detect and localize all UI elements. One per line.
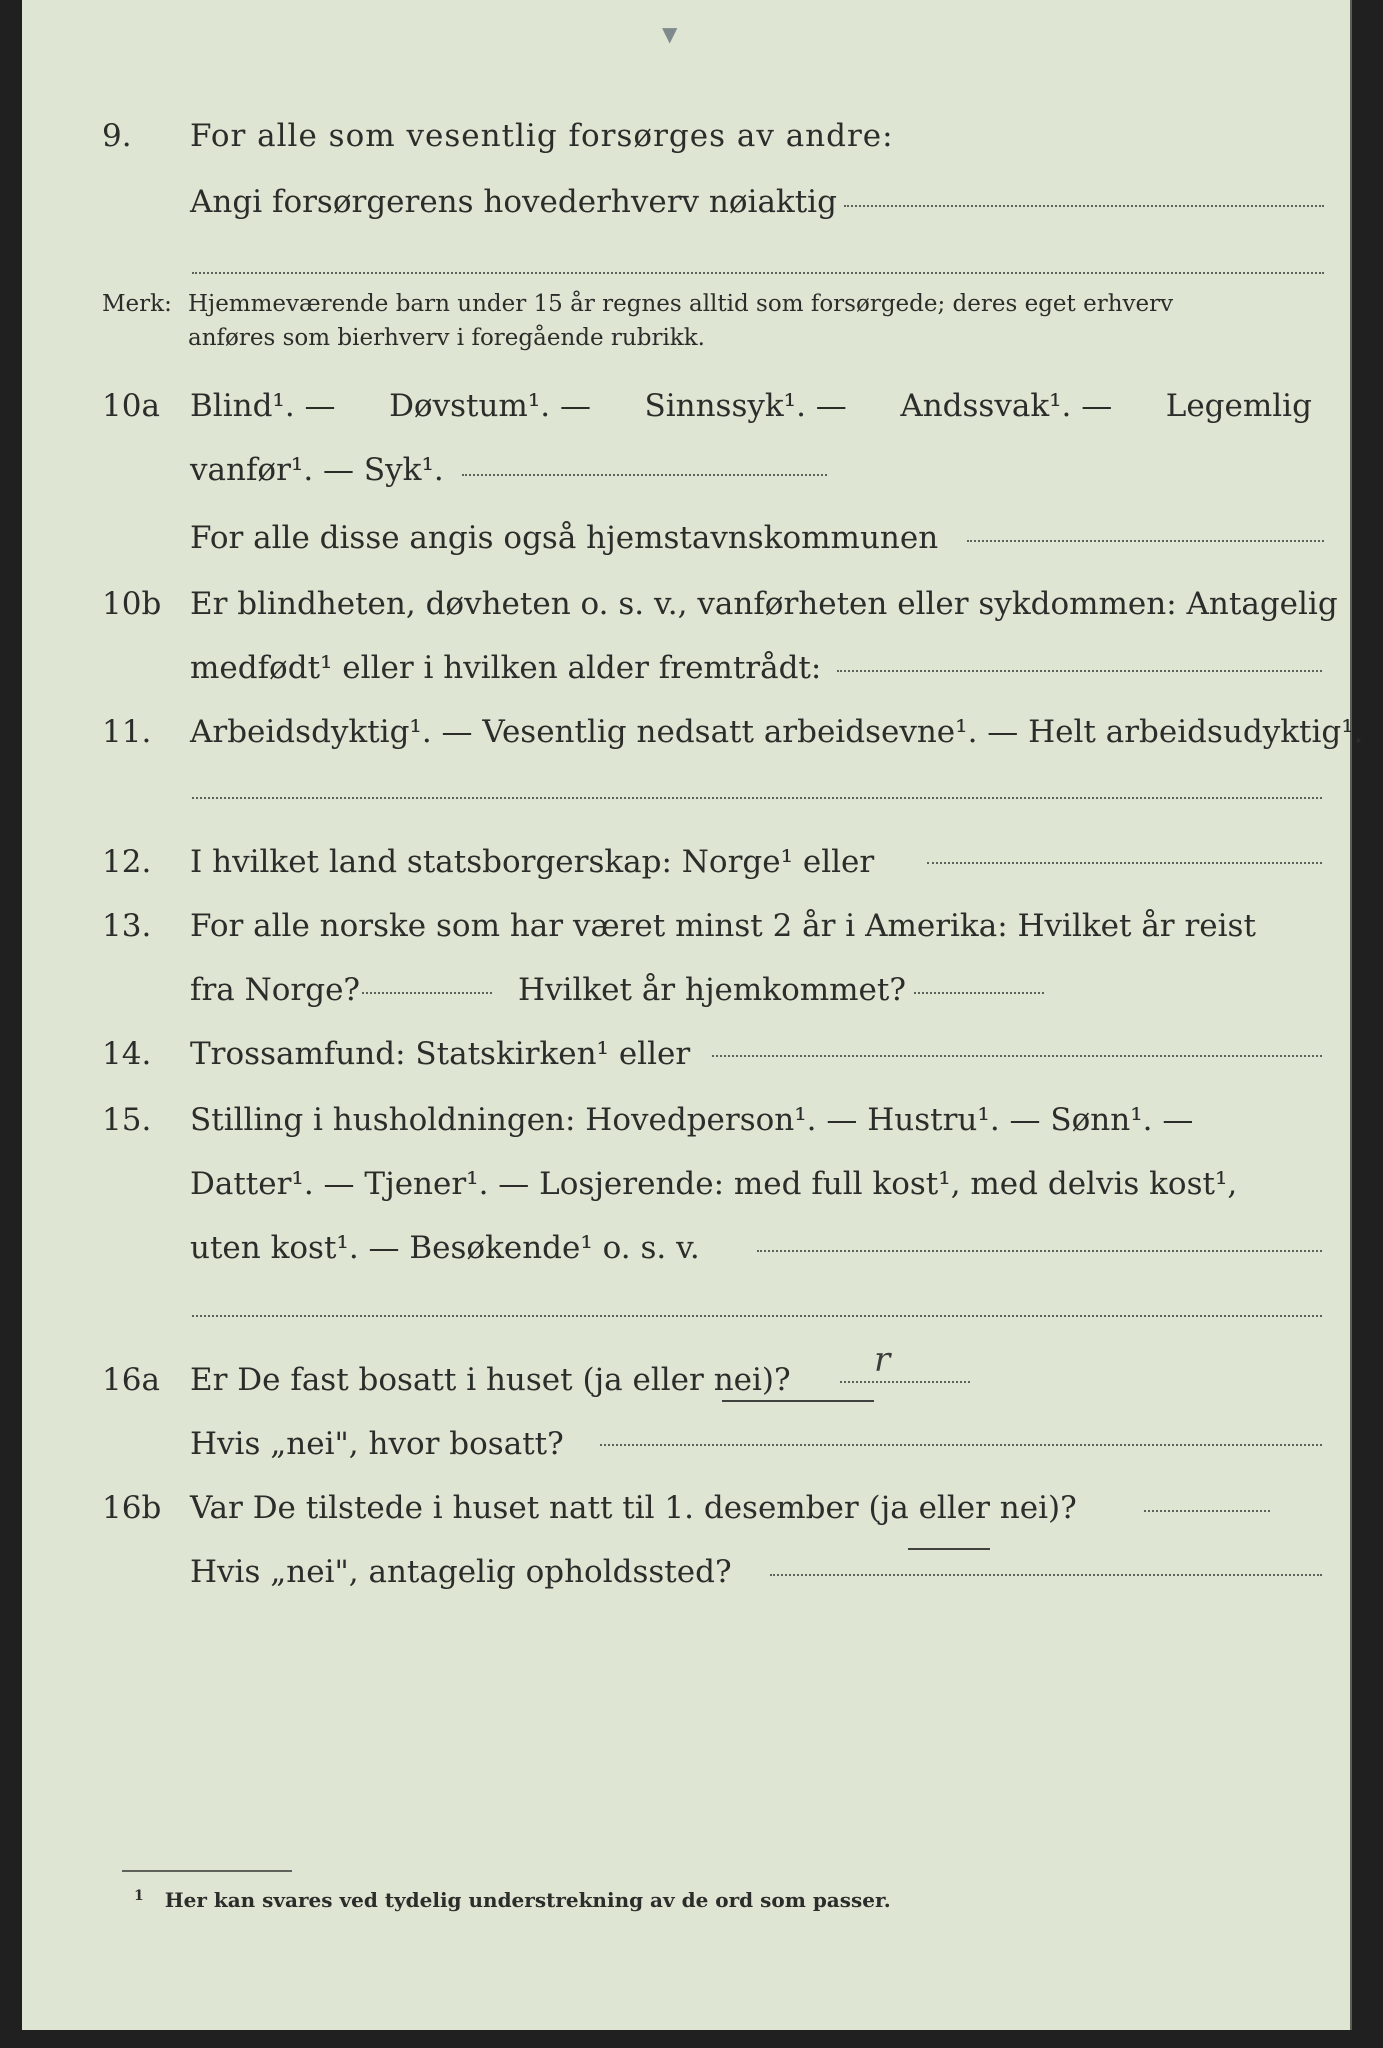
question-text: For alle disse angis også hjemstavnskommunen [190,520,939,556]
question-text [190,584,1338,624]
question-10b [22,574,1350,636]
question-number: 16a [102,1362,160,1398]
question-15-line2 [22,1154,1350,1216]
question-13-line2 [22,960,1350,1022]
question-text: Stilling i husholdningen: Hovedperson¹. — Hustru¹. — Sønn¹. — [190,1102,1194,1138]
question-10a [22,376,1350,438]
question-16b-line2 [22,1542,1350,1604]
question-text: Er De fast bosatt i huset (ja eller nei)? [190,1362,791,1398]
option[interactable]: Sinnssyk¹. — [644,388,847,424]
answer-line[interactable] [192,1315,1322,1317]
answer-line[interactable] [967,540,1324,542]
question-16a [22,1350,1350,1412]
question-text: For alle som vesentlig forsørges av andre: [190,118,894,154]
answer-line[interactable] [600,1444,1322,1446]
question-number: 10b [102,586,162,622]
footnote-mark: 1 [134,1888,144,1904]
question-text: Hvis „nei", antagelig opholdssted? [190,1554,732,1590]
question-text-span: Er blindheten, døvheten o. s. v., vanførheten eller sykdommen: Antagelig [190,586,1338,622]
question-text: I hvilket land statsborgerskap: Norge¹ eller [190,844,875,880]
underline-mark [722,1400,874,1402]
answer-line[interactable] [844,205,1324,207]
question-number: 13. [102,908,152,944]
question-number: 12. [102,844,152,880]
answer-line[interactable] [712,1055,1322,1057]
question-13 [22,896,1350,958]
merk-label: Merk: [102,291,172,317]
question-number: 16b [102,1490,162,1526]
question-15-line3 [22,1218,1350,1280]
question-11 [22,702,1364,764]
question-number: 11. [102,714,152,750]
question-text: vanfør¹. — Syk¹. [190,452,444,488]
option[interactable]: Andssvak¹. — [900,388,1113,424]
option[interactable]: Blind¹. — [190,388,336,424]
question-10a-line2 [22,440,1350,502]
census-form-page [22,0,1364,2030]
answer-line[interactable] [840,1381,970,1383]
question-text: Arbeidsdyktig¹. — Vesentlig nedsatt arbeidsevne¹. — Helt arbeidsudyktig¹. [190,714,1364,750]
question-text: Var De tilstede i huset natt til 1. desember (ja eller nei)? [190,1490,1077,1526]
question-options [190,386,1312,426]
question-number: 9. [102,118,132,154]
footnote [134,1888,1134,1912]
option[interactable]: Døvstum¹. — [389,388,591,424]
question-10b-line2 [22,638,1350,700]
question-16b [22,1478,1350,1540]
question-text: medfødt¹ eller i hvilken alder fremtrådt: [190,650,822,686]
question-number: 10a [102,388,160,424]
question-9 [22,106,1350,168]
handwritten-answer: r [874,1340,891,1380]
question-number: 14. [102,1036,152,1072]
merk-text: anføres som bierhverv i foregående rubrikk. [188,325,705,351]
answer-line[interactable] [362,992,492,994]
answer-line[interactable] [927,862,1322,864]
answer-line[interactable] [192,797,1322,799]
question-10a-line3 [22,508,1350,570]
footnote-text: Her kan svares ved tydelig understrekning av de ord som passer. [164,1888,891,1912]
answer-line[interactable] [462,474,827,476]
question-text: Hvilket år hjemkommet? [518,972,906,1008]
fold-mark-icon: ▼ [662,22,678,46]
question-text: Datter¹. — Tjener¹. — Losjerende: med full kost¹, med delvis kost¹, [190,1166,1238,1202]
question-text: uten kost¹. — Besøkende¹ o. s. v. [190,1230,700,1266]
question-text: Trossamfund: Statskirken¹ eller [190,1036,691,1072]
option[interactable]: Legemlig [1165,388,1312,424]
answer-line[interactable] [837,670,1322,672]
answer-line[interactable] [770,1574,1322,1576]
question-text: Hvis „nei", hvor bosatt? [190,1426,564,1462]
answer-line[interactable] [757,1250,1322,1252]
underline-mark [908,1548,990,1550]
answer-line[interactable] [914,992,1044,994]
answer-line[interactable] [192,272,1324,274]
answer-line[interactable] [1144,1510,1270,1512]
question-number: 15. [102,1102,152,1138]
question-text: fra Norge? [190,972,361,1008]
question-text: Angi forsørgerens hovederhverv nøiaktig [190,184,837,220]
merk-text: Hjemmeværende barn under 15 år regnes alltid som forsørgede; deres eget erhverv [188,291,1174,317]
question-text: For alle norske som har været minst 2 år i Amerika: Hvilket år reist [190,908,1256,944]
question-9-line2 [22,172,1350,234]
question-15 [22,1090,1350,1152]
footnote-rule [122,1870,292,1872]
